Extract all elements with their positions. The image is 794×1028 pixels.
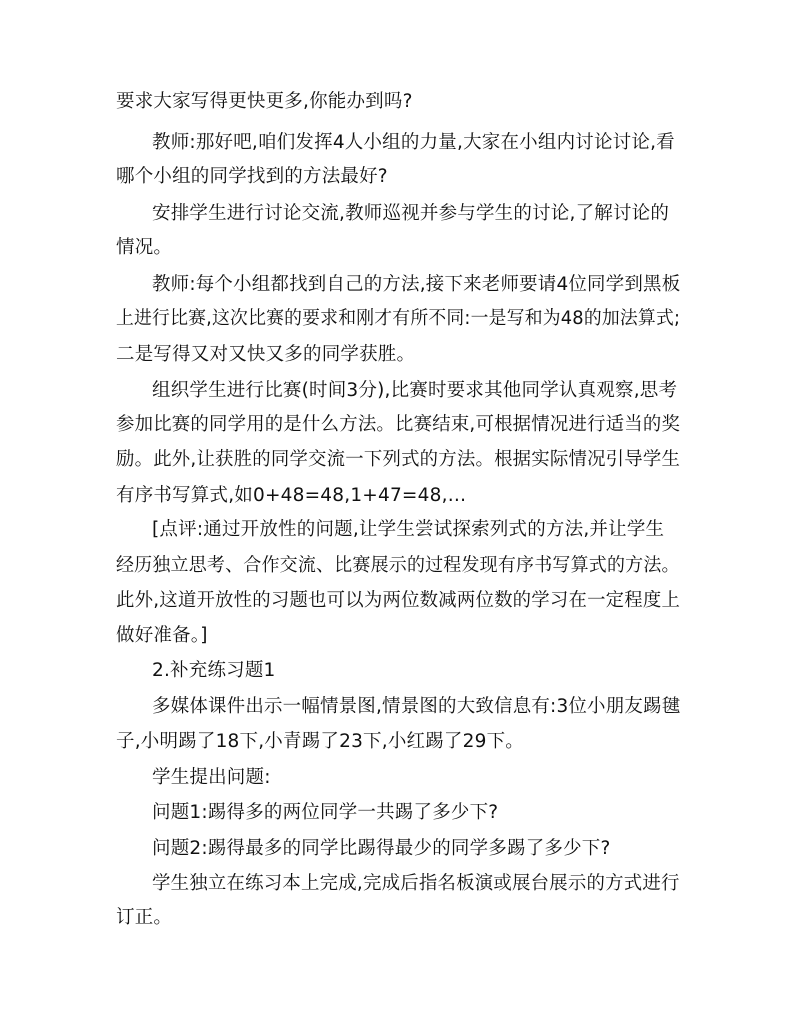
text-line: 教师:每个小组都找到自己的方法,接下来老师要请4位同学到黑板 [152,274,681,295]
text-line: 有序书写算式,如0+48=48,1+47=48,… [116,485,467,506]
text-line: 经历独立思考、合作交流、比赛展示的过程发现有序书写算式的方法。 [116,555,680,576]
text-line: 情况。 [116,237,173,258]
text-line: 问题1:踢得多的两位同学一共踢了多少下? [152,802,499,823]
text-line: 此外,这道开放性的习题也可以为两位数减两位数的学习在一定程度上 [116,590,681,611]
text-line: 参加比赛的同学用的是什么方法。比赛结束,可根据情况进行适当的奖 [116,414,681,435]
text-line: 做好准备。] [116,625,208,646]
text-line: 励。此外,让获胜的同学交流一下列式的方法。根据实际情况引导学生 [116,449,681,470]
text-line: 教师:那好吧,咱们发挥4人小组的力量,大家在小组内讨论讨论,看 [152,132,675,153]
text-line: 学生提出问题: [152,767,271,788]
text-line: 子,小明踢了18下,小青踢了23下,小红踢了29下。 [116,731,524,752]
text-line: 多媒体课件出示一幅情景图,情景图的大致信息有:3位小朋友踢毽 [152,696,681,717]
text-line: 问题2:踢得最多的同学比踢得最少的同学多踢了多少下? [152,838,611,859]
text-line: 组织学生进行比赛(时间3分),比赛时要求其他同学认真观察,思考 [152,380,678,401]
text-line: 2.补充练习题1 [152,660,276,681]
text-line: 学生独立在练习本上完成,完成后指名板演或展台展示的方式进行 [152,873,680,894]
text-line: 安排学生进行讨论交流,教师巡视并参与学生的讨论,了解讨论的 [152,203,670,224]
text-line: 订正。 [116,907,173,928]
text-line: [点评:通过开放性的问题,让学生尝试探索列式的方法,并让学生 [152,519,665,540]
text-line: 要求大家写得更快更多,你能办到吗? [116,91,413,112]
text-line: 上进行比赛,这次比赛的要求和刚才有所不同:一是写和为48的加法算式; [116,308,681,329]
text-line: 哪个小组的同学找到的方法最好? [116,166,388,187]
text-line: 二是写得又对又快又多的同学获胜。 [116,344,416,365]
